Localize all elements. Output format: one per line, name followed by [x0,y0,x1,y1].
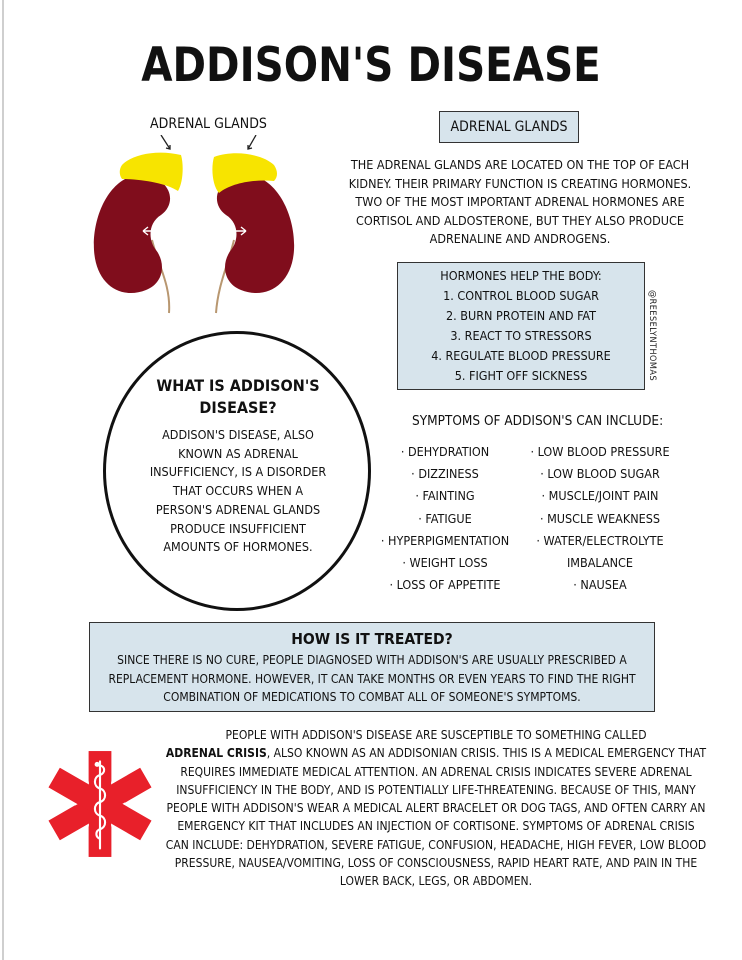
kidney-left [94,175,170,293]
hormone-item: 2. BURN PROTEIN AND FAT [446,308,596,323]
page-title: ADDISON'S DISEASE [141,38,601,93]
symptom-item: · WATER/ELECTROLYTE [536,532,664,548]
hormone-item: 1. CONTROL BLOOD SUGAR [443,288,599,303]
symptom-item: · WEIGHT LOSS [402,555,488,571]
what-is-title-line: DISEASE? [199,398,277,417]
hormones-box [397,262,645,390]
what-is-line: KNOWN AS ADRENAL [178,445,298,461]
hormone-item: 4. REGULATE BLOOD PRESSURE [431,348,611,363]
adrenal-desc-line: KIDNEY. THEIR PRIMARY FUNCTION IS CREATING HORMONES. [348,175,692,191]
symptom-item: · HYPERPIGMENTATION [380,532,510,548]
treatment-line: SINCE THERE IS NO CURE, PEOPLE DIAGNOSED WITH ADDISON'S ARE USUALLY PRESCRIBED A [117,653,627,667]
symptom-item: · FATIGUE [418,510,472,526]
crisis-line: CAN INCLUDE: DEHYDRATION, SEVERE FATIGUE, CONFUSION, HEADACHE, HIGH FEVER, LOW BLOOD [165,837,707,852]
hormone-item: 5. FIGHT OFF SICKNESS [454,368,588,383]
hormone-item: 3. REACT TO STRESSORS [450,328,592,343]
gland-pointer-right [248,135,256,149]
crisis-line: PEOPLE WITH ADDISON'S WEAR A MEDICAL ALERT BRACELET OR DOG TAGS, AND OFTEN CARRY AN [166,801,706,816]
crisis-line: LOWER BACK, LEGS, OR ABDOMEN. [339,874,533,889]
symptom-item: · MUSCLE WEAKNESS [539,510,661,526]
adrenal-desc-line: ADRENALINE AND ANDROGENS. [429,231,611,246]
hormones-heading: HORMONES HELP THE BODY: [440,268,602,283]
crisis-line: EMERGENCY KIT THAT INCLUDES AN INJECTION OF CORTISONE. SYMPTOMS OF ADRENAL CRISIS [177,819,695,834]
symptom-item: · NAUSEA [573,577,627,593]
symptom-item: · MUSCLE/JOINT PAIN [541,488,659,504]
adrenal-crisis-term: ADRENAL CRISIS [165,746,267,761]
what-is-line: AMOUNTS OF HORMONES. [163,539,313,555]
kidneys-arrow-right [219,227,246,235]
adrenal-desc-line: CORTISOL AND ALDOSTERONE, BUT THEY ALSO PRODUCE [356,212,684,228]
treatment-line: REPLACEMENT HORMONE. HOWEVER, IT CAN TAKE MONTHS OR EVEN YEARS TO FIND THE RIGHT [108,671,636,686]
symptom-item: · DEHYDRATION [400,444,490,459]
symptom-item: · FAINTING [415,488,475,504]
crisis-line: REQUIRES IMMEDIATE MEDICAL ATTENTION. AN ADRENAL CRISIS INDICATES SEVERE ADRENAL [180,764,692,779]
crisis-line [164,744,708,762]
crisis-line: INSUFFICIENCY IN THE BODY, AND IS POTENTIALLY LIFE-THREATENING. BECAUSE OF THIS, MANY [176,782,696,797]
page-edge-rule [2,0,4,960]
what-is-line: INSUFFICIENCY, IS A DISORDER [149,464,327,480]
symptom-item: · LOSS OF APPETITE [389,577,501,593]
crisis-line: PEOPLE WITH ADDISON'S DISEASE ARE SUSCEPTIBLE TO SOMETHING CALLED [225,728,647,742]
symptoms-list-right [522,441,678,596]
treatment-body [90,651,654,707]
star-of-life-icon [42,746,158,862]
adrenal-crisis-text [164,726,708,891]
what-is-line: ADDISON'S DISEASE, ALSO [162,427,314,442]
symptom-item: IMBALANCE [566,555,634,571]
what-is-title-line: WHAT IS ADDISON'S [156,376,320,395]
adrenal-desc-line: TWO OF THE MOST IMPORTANT ADRENAL HORMONES ARE [355,194,685,209]
kidney-right [217,175,294,293]
crisis-line-rest: , ALSO KNOWN AS AN ADDISONIAN CRISIS. THIS IS A MEDICAL EMERGENCY THAT [266,746,707,761]
symptom-item: · LOW BLOOD SUGAR [540,466,660,482]
crisis-line: PRESSURE, NAUSEA/VOMITING, LOSS OF CONSCIOUSNESS, RAPID HEART RATE, AND PAIN IN THE [174,856,698,871]
symptom-item: · DIZZINESS [411,466,479,482]
adrenal-description [320,156,720,249]
kidneys-label: KIDNEYS [171,224,220,239]
what-is-line: PERSON'S ADRENAL GLANDS [155,501,321,517]
adrenal-glands-label: ADRENAL GLANDS [150,116,267,132]
what-is-line: PRODUCE INSUFFICIENT [170,520,306,536]
adrenal-glands-heading: ADRENAL GLANDS [439,111,579,143]
treatment-box [89,622,655,712]
gland-pointer-left [161,135,170,149]
treatment-line: COMBINATION OF MEDICATIONS TO COMBAT ALL OF SOMEONE'S SYMPTOMS. [163,690,581,704]
treatment-heading: HOW IS IT TREATED? [291,630,453,648]
author-credit: @REESELYNTHOMAS [647,290,657,382]
symptoms-list-left [360,441,530,596]
symptoms-heading: SYMPTOMS OF ADDISON'S CAN INCLUDE: [412,413,664,429]
kidneys-arrow-left [143,227,171,235]
what-is-line: THAT OCCURS WHEN A [172,483,304,499]
what-is-title [143,375,333,419]
symptom-item: · LOW BLOOD PRESSURE [530,444,670,459]
what-is-body [140,426,336,557]
adrenal-desc-line: THE ADRENAL GLANDS ARE LOCATED ON THE TOP OF EACH [350,157,690,172]
